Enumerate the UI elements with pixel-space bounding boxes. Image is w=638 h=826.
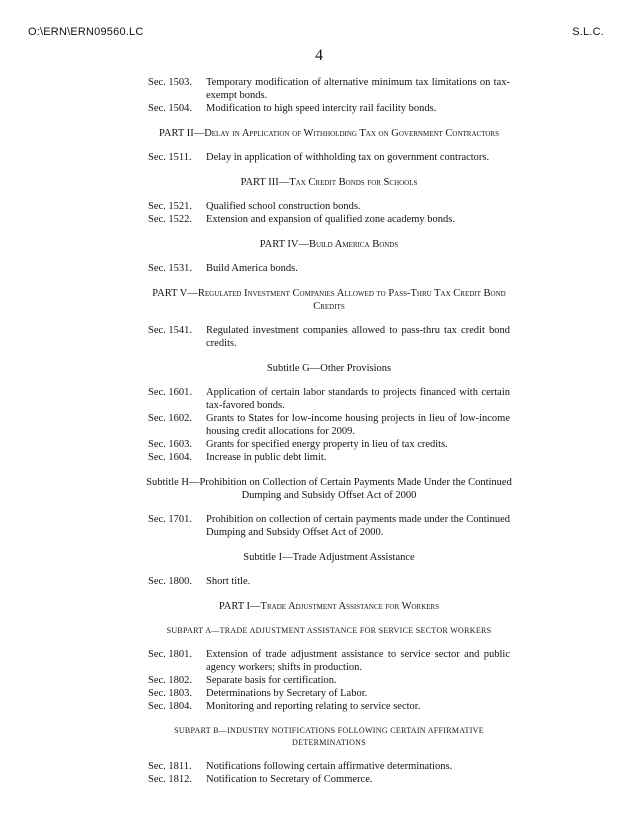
section-entry — [148, 76, 510, 102]
section-number: Sec. 1531. — [148, 263, 193, 274]
subtitle-heading: Subtitle H—Prohibition on Collection of Certain Payments Made Under the Continued Dumping and Subsidy Offset Act of 2000 — [146, 477, 512, 501]
section-number: Sec. 1801. — [148, 649, 193, 660]
section-title: Determinations by Secretary of Labor. — [206, 688, 368, 699]
table-of-contents — [148, 76, 510, 786]
section-title: Qualified school construction bonds. — [206, 201, 361, 212]
section-title: Extension and expansion of qualified zone academy bonds. — [206, 214, 456, 225]
section-entry — [148, 151, 510, 164]
section-entry — [148, 648, 510, 674]
section-title: Increase in public debt limit. — [206, 452, 327, 463]
section-number: Sec. 1541. — [148, 325, 193, 336]
page-number: 4 — [315, 47, 323, 64]
section-entry — [148, 262, 510, 275]
section-title: Notifications following certain affirmative determinations. — [206, 761, 453, 772]
section-number: Sec. 1522. — [148, 214, 193, 225]
section-number: Sec. 1511. — [148, 152, 192, 163]
section-title: Short title. — [206, 576, 251, 587]
section-number: Sec. 1604. — [148, 452, 193, 463]
part-heading: PART I—Trade Adjustment Assistance for Workers — [218, 601, 440, 612]
section-title: Notification to Secretary of Commerce. — [206, 774, 373, 785]
section-title: Regulated investment companies allowed to pass-thru tax credit bond credits. — [206, 325, 510, 349]
file-identifier: O:\ERN\ERN09560.LC — [28, 26, 144, 38]
subpart-heading: SUBPART B—INDUSTRY NOTIFICATIONS FOLLOWING CERTAIN AFFIRMATIVE DETERMINATIONS — [174, 726, 484, 747]
section-entry — [148, 386, 510, 412]
part-heading: PART V—Regulated Investment Companies Allowed to Pass-Thru Tax Credit Bond Credits — [152, 288, 506, 312]
section-number: Sec. 1504. — [148, 103, 193, 114]
section-number: Sec. 1804. — [148, 701, 193, 712]
section-title: Monitoring and reporting relating to service sector. — [206, 701, 421, 712]
section-entry — [148, 575, 510, 588]
section-number: Sec. 1601. — [148, 387, 193, 398]
section-entry — [148, 687, 510, 700]
section-entry — [148, 412, 510, 438]
section-entry — [148, 200, 510, 213]
section-entry — [148, 773, 510, 786]
subtitle-heading: Subtitle G—Other Provisions — [266, 363, 392, 374]
section-entry — [148, 213, 510, 226]
section-entry — [148, 513, 510, 539]
section-number: Sec. 1802. — [148, 675, 193, 686]
section-entry — [148, 324, 510, 350]
section-title: Delay in application of withholding tax on government contractors. — [206, 152, 490, 163]
section-entry — [148, 102, 510, 115]
part-heading: PART II—Delay in Application of Withholding Tax on Government Contractors — [159, 128, 499, 139]
section-number: Sec. 1602. — [148, 413, 193, 424]
section-entry — [148, 451, 510, 464]
section-number: Sec. 1701. — [148, 514, 193, 525]
section-title: Build America bonds. — [206, 263, 298, 274]
section-number: Sec. 1812. — [148, 774, 193, 785]
section-title: Temporary modification of alternative minimum tax limitations on tax-exempt bonds. — [206, 77, 510, 101]
section-title: Modification to high speed intercity rail facility bonds. — [206, 103, 437, 114]
subpart-heading: SUBPART A—TRADE ADJUSTMENT ASSISTANCE FOR SERVICE SECTOR WORKERS — [166, 626, 492, 635]
part-heading: PART III—Tax Credit Bonds for Schools — [240, 177, 418, 188]
office-code: S.L.C. — [572, 26, 604, 38]
section-number: Sec. 1603. — [148, 439, 193, 450]
section-number: Sec. 1521. — [148, 201, 193, 212]
section-number: Sec. 1503. — [148, 77, 193, 88]
section-number: Sec. 1803. — [148, 688, 193, 699]
section-title: Application of certain labor standards to projects financed with certain tax-favored bonds. — [206, 387, 510, 411]
section-entry — [148, 674, 510, 687]
section-title: Grants to States for low-income housing projects in lieu of low-income housing credit allocations for 2009. — [206, 413, 510, 437]
section-title: Separate basis for certification. — [206, 675, 337, 686]
section-number: Sec. 1811. — [148, 761, 192, 772]
section-entry — [148, 700, 510, 713]
section-title: Grants for specified energy property in lieu of tax credits. — [206, 439, 448, 450]
section-number: Sec. 1800. — [148, 576, 193, 587]
section-title: Prohibition on collection of certain payments made under the Continued Dumping and Subsidy Offset Act of 2000. — [206, 514, 510, 538]
section-entry — [148, 760, 510, 773]
section-entry — [148, 438, 510, 451]
section-title: Extension of trade adjustment assistance to service sector and public agency workers; shifts in production. — [206, 649, 510, 673]
subtitle-heading: Subtitle I—Trade Adjustment Assistance — [243, 552, 415, 563]
part-heading: PART IV—Build America Bonds — [259, 239, 399, 250]
